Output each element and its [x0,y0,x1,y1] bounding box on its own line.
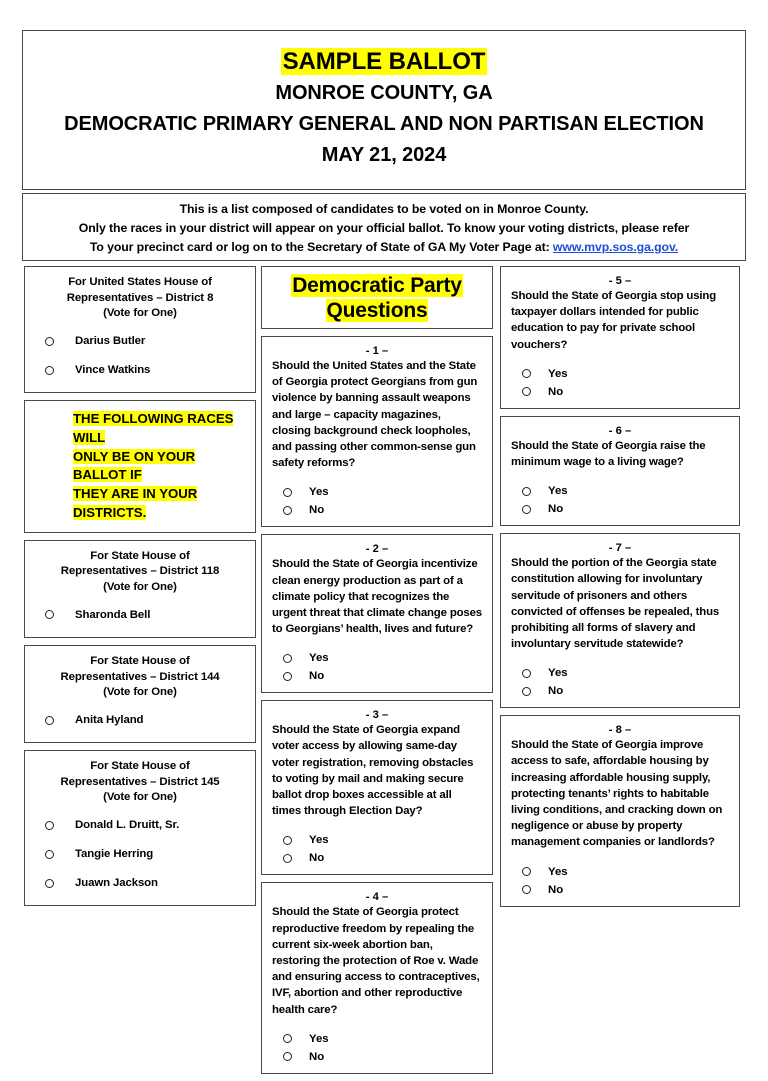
race-title [35,654,245,701]
question-option-no[interactable] [272,1051,482,1063]
candidate-option[interactable] [35,877,245,889]
question-text: Should the United States and the State of Georgia protect Georgians from gun violence by banning assault weapons and large – capacity magazines, closing background check loopholes, and passing other common-sense gun safety reforms? [272,360,478,470]
districts-notice-line-1 [73,410,249,447]
question-options [272,1033,482,1063]
question-option-yes[interactable] [511,866,729,878]
question-option-label: Yes [309,834,329,847]
vote-bubble-icon[interactable] [283,1034,292,1043]
vote-bubble-icon[interactable] [45,366,54,375]
race-title [35,759,245,806]
question-option-label: No [548,385,564,398]
sample-ballot-title [23,49,745,74]
candidate-name: Juawn Jackson [75,877,158,890]
candidate-name: Anita Hyland [75,714,144,727]
question-card-1 [261,336,493,527]
question-card-3 [261,700,493,875]
question-text: Should the State of Georgia improve access to safe, affordable housing by increasing affordable housing supply, protecting tenants’ rights to habitable living conditions, and cracking down on negligence or abuse by property management companies or landlords? [511,739,723,849]
race-title-line-3: (Vote for One) [103,307,177,320]
question-option-yes[interactable] [272,1033,482,1045]
vote-bubble-icon[interactable] [283,854,292,863]
instructions-block [22,193,746,261]
districts-notice-text [31,410,249,522]
instructions-line-3-prefix: To your precinct card or log on to the Secretary of State of GA My Voter Page at: [89,240,553,255]
candidate-list [35,819,245,889]
question-text: Should the State of Georgia expand voter access by allowing same-day voter registration, removing obstacles to voting by mail and making secure ballot drop boxes accessible at all times through Election Day? [272,724,474,818]
vote-bubble-icon[interactable] [522,669,531,678]
question-card-2 [261,534,493,693]
candidate-list [35,335,245,376]
questions-column-left [261,266,493,1081]
vote-bubble-icon[interactable] [522,387,531,396]
question-text: Should the State of Georgia protect reproductive freedom by repealing the current six-week abortion ban, restoring the protection of Roe v. Wade and ensuring access to contraceptives, IVF, abortion and other reproductive health care? [272,906,480,1016]
districts-notice-line-3 [73,485,249,522]
question-option-label: No [309,852,325,865]
question-options [511,368,729,398]
question-options [511,866,729,896]
candidate-name: Tangie Herring [75,848,154,861]
sample-ballot-title-text: SAMPLE BALLOT [282,48,486,75]
question-number: - 2 – [365,543,389,556]
question-card-8 [500,715,740,906]
vote-bubble-icon[interactable] [283,488,292,497]
question-card-5 [500,266,740,409]
question-options [272,486,482,516]
democratic-party-questions-header [261,266,493,329]
county-name: MONROE COUNTY, GA [275,82,493,105]
race-title-line-1: For State House of [90,549,190,562]
question-card-7 [500,533,740,708]
race-title-line-2: Representatives – District 118 [60,565,220,578]
instructions-line-3 [23,238,745,257]
districts-notice [24,400,256,532]
candidate-option[interactable] [35,609,245,621]
question-options [511,485,729,515]
race-title-line-1: For United States House of [68,276,212,288]
question-text: Should the State of Georgia incentivize clean energy production as part of a climate policy that recognizes the urgent threat that climate change poses to Georgians’ health, lives and future? [272,558,482,636]
vote-bubble-icon[interactable] [283,836,292,845]
question-option-yes[interactable] [272,486,482,498]
question-option-yes[interactable] [272,652,482,664]
question-option-label: Yes [309,1032,329,1045]
vote-bubble-icon[interactable] [522,885,531,894]
candidate-option[interactable] [35,848,245,860]
vote-bubble-icon[interactable] [45,879,54,888]
vote-bubble-icon[interactable] [522,505,531,514]
question-number: - 3 – [365,709,389,722]
vote-bubble-icon[interactable] [283,506,292,515]
questions-column-right [500,266,740,914]
race-title-line-3: (Vote for One) [103,791,177,804]
race-card-state-house-144 [24,645,256,743]
questions-header-line-1-text: Democratic Party [292,274,462,297]
question-option-label: Yes [309,486,329,499]
race-card-us-house-8 [24,266,256,393]
question-option-no[interactable] [272,852,482,864]
race-title [35,275,245,322]
vote-bubble-icon[interactable] [45,850,54,859]
race-card-state-house-145 [24,750,256,906]
question-option-yes[interactable] [511,485,729,497]
question-number: - 7 – [608,542,632,555]
question-text: Should the State of Georgia raise the minimum wage to a living wage? [511,439,706,468]
instructions-line-1: This is a list composed of candidates to be voted on in Monroe County. [179,202,589,216]
candidate-list [35,714,245,726]
race-title-line-3: (Vote for One) [103,581,177,594]
question-number: - 5 – [608,275,632,287]
candidate-list [35,609,245,621]
election-name: DEMOCRATIC PRIMARY GENERAL AND NON PARTISAN ELECTION [64,113,704,136]
question-option-yes[interactable] [511,667,729,679]
candidate-option[interactable] [35,335,245,347]
race-title-line-2: Representatives – District 8 [66,291,214,304]
question-option-label: Yes [548,865,568,878]
districts-notice-line-2 [73,448,249,485]
candidate-option[interactable] [35,714,245,726]
vote-bubble-icon[interactable] [45,821,54,830]
question-text: Should the portion of the Georgia state constitution allowing for involuntary servitude of prisoners and others convicted of offenses be repealed, thus prohibiting all forms of slavery and involuntary servitude statewide? [511,557,720,651]
question-options [272,834,482,864]
vote-bubble-icon[interactable] [522,487,531,496]
question-option-no[interactable] [272,670,482,682]
question-text: Should the State of Georgia stop using taxpayer dollars intended for public education to pay for private school vouchers? [511,290,717,351]
candidate-name: Vince Watkins [75,364,151,377]
question-card-4 [261,882,493,1073]
instructions-line-2: Only the races in your district will appear on your official ballot. To know your voting districts, please refer [78,221,690,236]
question-option-label: Yes [548,367,568,380]
race-title [35,549,245,596]
question-option-label: No [548,685,564,698]
candidate-name: Donald L. Druitt, Sr. [75,819,180,832]
my-voter-page-link[interactable]: www.mvp.sos.ga.gov. [552,240,679,255]
question-card-6 [500,416,740,526]
questions-header-line-1 [270,274,484,299]
question-option-no[interactable] [272,504,482,516]
ballot-header [22,30,746,190]
vote-bubble-icon[interactable] [283,672,292,681]
question-option-no[interactable] [511,685,729,697]
question-number: - 4 – [365,891,389,904]
race-title-line-2: Representatives – District 144 [60,670,220,683]
question-option-no[interactable] [511,386,729,398]
question-option-label: No [548,883,564,896]
question-option-label: Yes [548,667,568,680]
candidate-option[interactable] [35,364,245,376]
vote-bubble-icon[interactable] [522,867,531,876]
race-title-line-3: (Vote for One) [103,686,177,699]
race-card-state-house-118 [24,540,256,638]
districts-notice-line-1-text: THE FOLLOWING RACES WILL [73,411,234,445]
questions-header-line-2-text: Questions [326,298,428,322]
race-title-line-1: For State House of [90,654,190,667]
question-number: - 6 – [608,424,632,437]
question-option-label: No [309,504,325,517]
candidate-name: Darius Butler [75,335,146,348]
question-number: - 1 – [365,345,389,357]
districts-notice-line-3-text: THEY ARE IN YOUR DISTRICTS. [73,486,198,520]
question-option-no[interactable] [511,503,729,515]
questions-header-line-2 [270,299,484,324]
vote-bubble-icon[interactable] [522,369,531,378]
question-option-label: No [548,503,564,516]
question-option-label: No [309,670,325,683]
question-options [511,667,729,697]
question-option-yes[interactable] [272,834,482,846]
question-option-label: Yes [548,485,568,498]
vote-bubble-icon[interactable] [283,1052,292,1061]
races-column [24,266,256,913]
vote-bubble-icon[interactable] [45,610,54,619]
vote-bubble-icon[interactable] [522,687,531,696]
vote-bubble-icon[interactable] [45,716,54,725]
question-number: - 8 – [608,724,632,737]
election-date: MAY 21, 2024 [321,144,447,167]
question-option-no[interactable] [511,884,729,896]
vote-bubble-icon[interactable] [45,337,54,346]
race-title-line-1: For State House of [90,760,190,773]
candidate-option[interactable] [35,819,245,831]
vote-bubble-icon[interactable] [283,654,292,663]
districts-notice-line-2-text: ONLY BE ON YOUR BALLOT IF [73,448,196,483]
race-title-line-2: Representatives – District 145 [60,775,220,788]
question-options [272,652,482,682]
question-option-label: No [309,1050,325,1063]
question-option-yes[interactable] [511,368,729,380]
candidate-name: Sharonda Bell [75,608,151,621]
question-option-label: Yes [309,652,329,665]
